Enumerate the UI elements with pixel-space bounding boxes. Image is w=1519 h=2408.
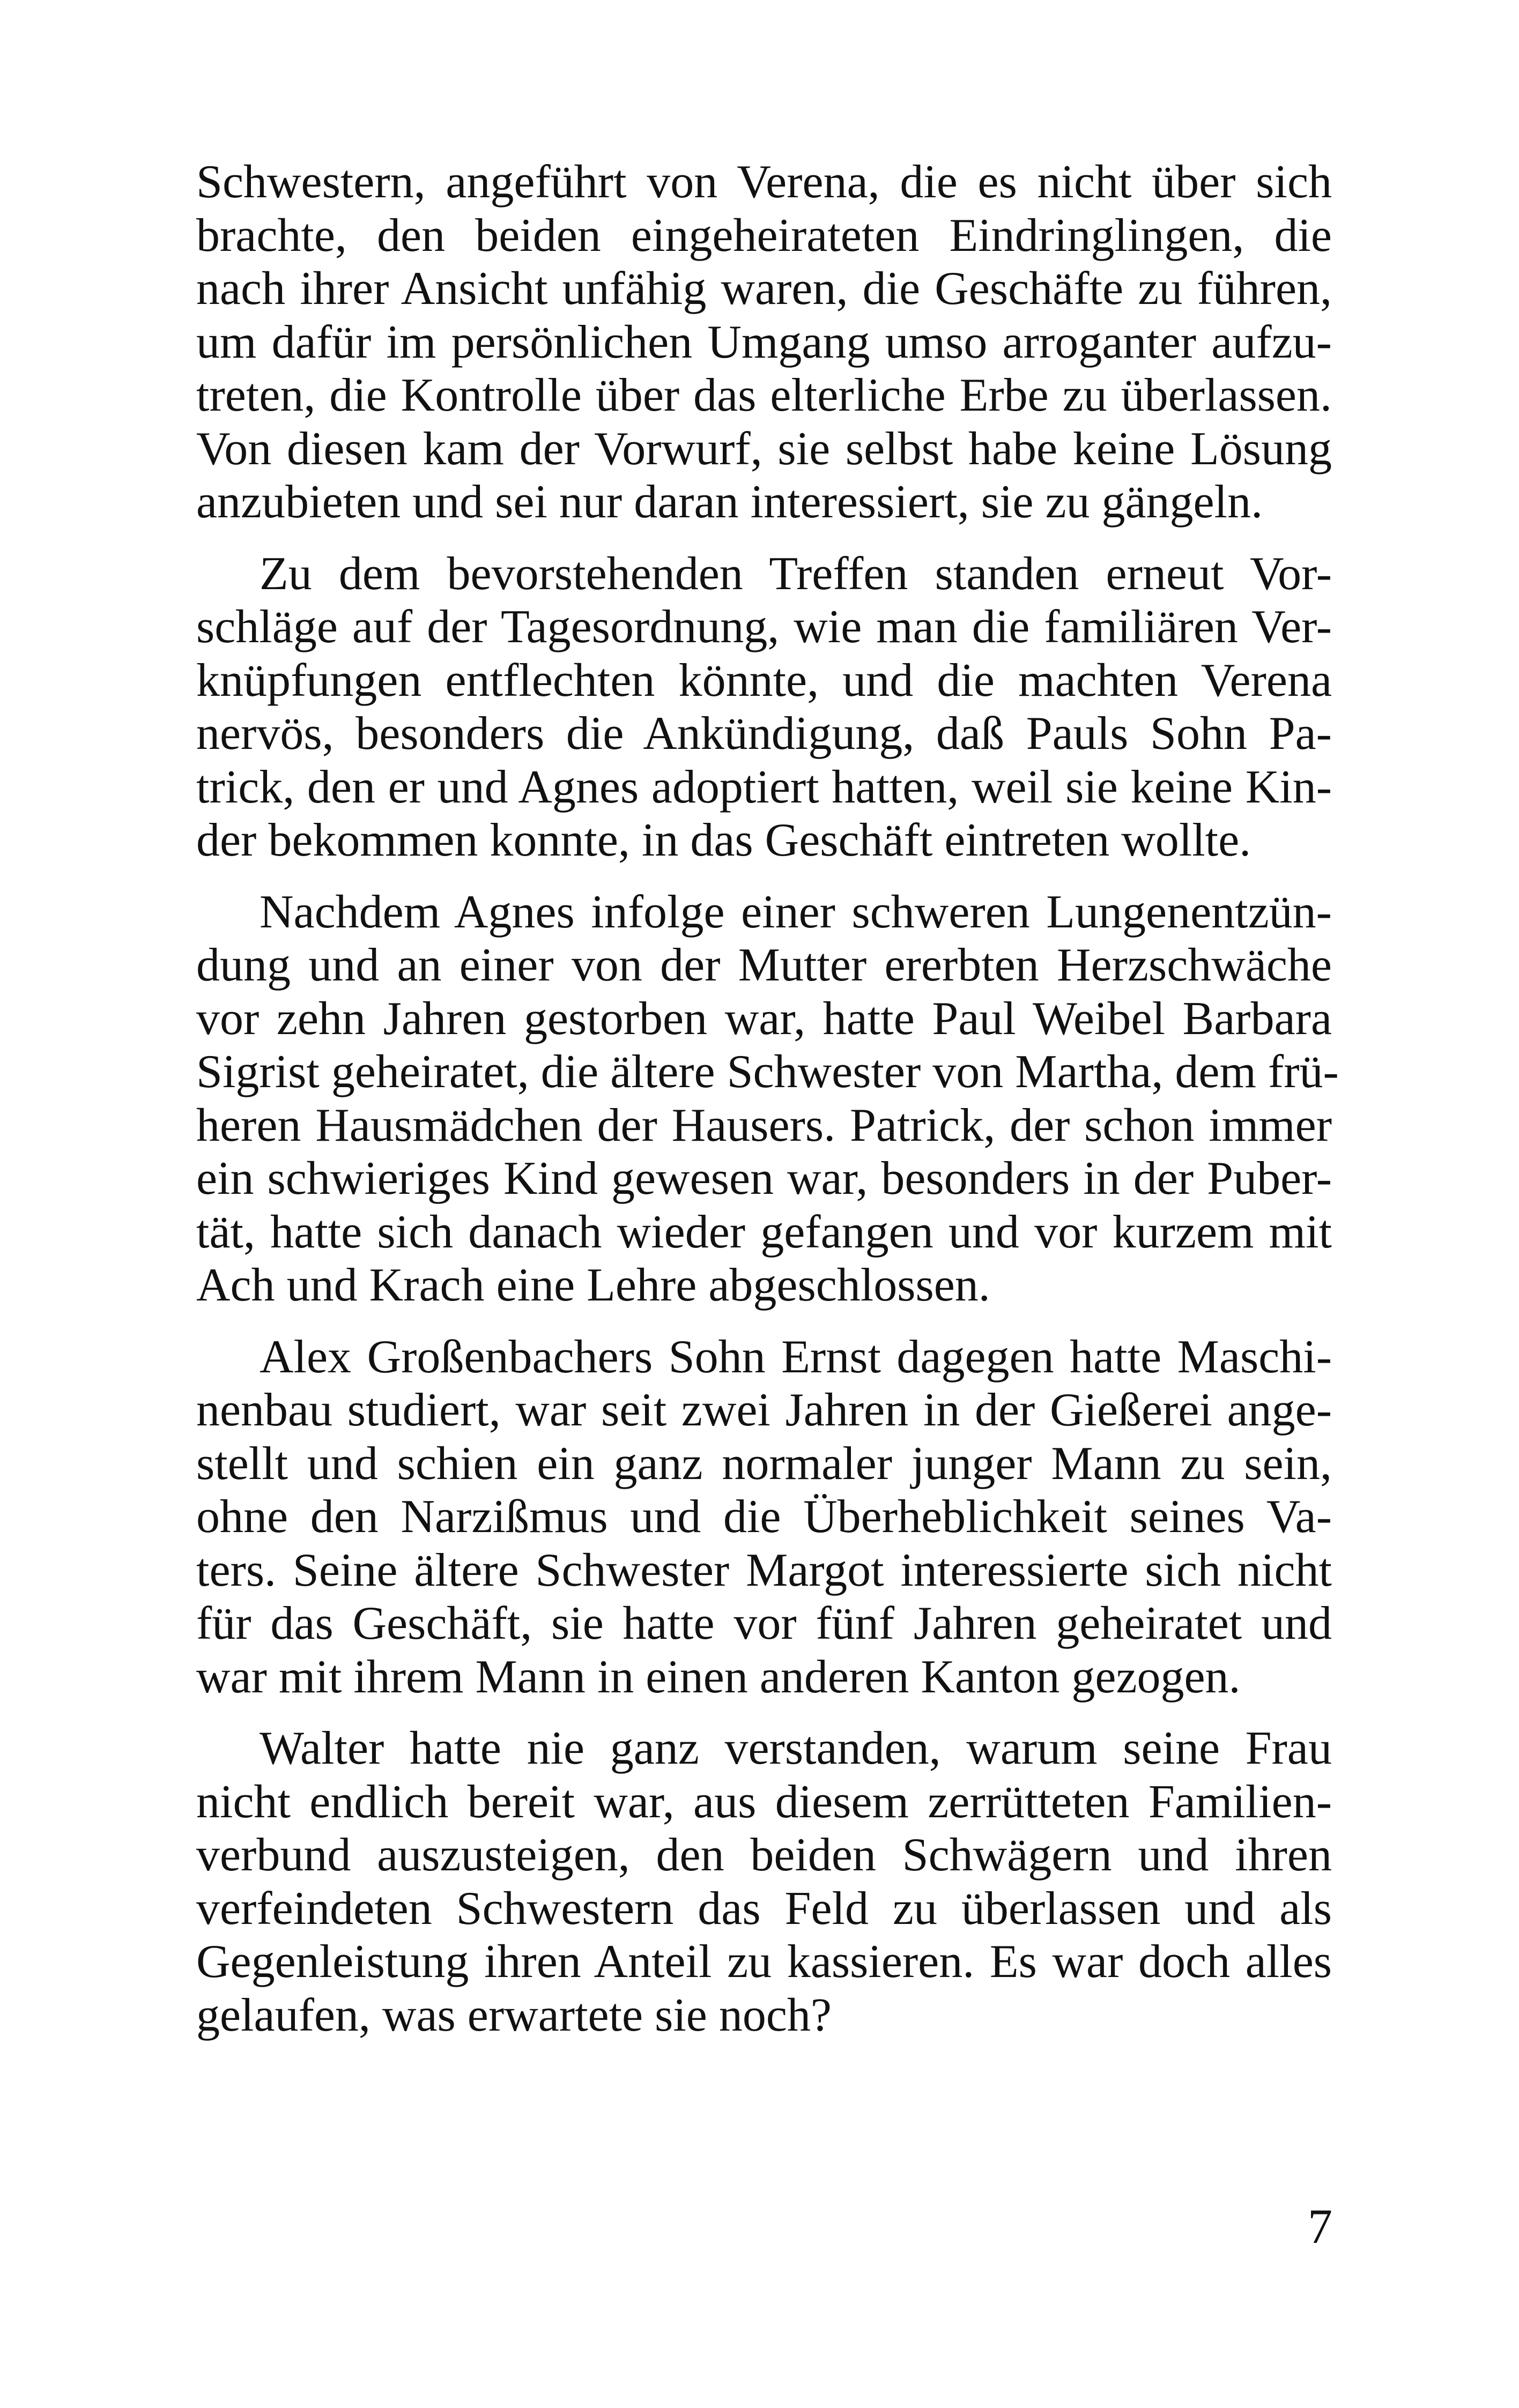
text-line: tät, hatte sich danach wieder gefangen und vor kurzem mit: [196, 1206, 1332, 1258]
text-line: anzubieten und sei nur daran interessiert, sie zu gängeln.: [196, 476, 1263, 528]
text-line: Von diesen kam der Vorwurf, sie selbst habe keine Lösung: [196, 422, 1332, 475]
text-line: für das Geschäft, sie hatte vor fünf Jahren geheiratet und: [196, 1597, 1332, 1649]
text-line: Schwestern, angeführt von Verena, die es nicht über sich: [196, 156, 1332, 208]
text-line: ters. Seine ältere Schwester Margot interessierte sich nicht: [196, 1544, 1332, 1596]
text-line: war mit ihrem Mann in einen anderen Kanton gezogen.: [196, 1651, 1241, 1703]
paragraph-2: [196, 547, 1332, 867]
text-line: verfeindeten Schwestern das Feld zu überlassen und als: [196, 1882, 1332, 1935]
text-line: Sigrist geheiratet, die ältere Schwester von Martha, dem frü-: [196, 1046, 1339, 1098]
text-line: Ach und Krach eine Lehre abgeschlossen.: [196, 1259, 990, 1311]
paragraph-5: [196, 1722, 1332, 2042]
text-line: schläge auf der Tagesordnung, wie man die familiären Ver-: [196, 601, 1332, 653]
text-line: gelaufen, was erwartete sie noch?: [196, 1989, 832, 2041]
text-line: ein schwieriges Kind gewesen war, besonders in der Puber-: [196, 1153, 1332, 1205]
body-text: [196, 155, 1339, 2060]
text-line: vor zehn Jahren gestorben war, hatte Paul Weibel Barbara: [196, 992, 1332, 1045]
text-line: Walter hatte nie ganz verstanden, warum seine Frau: [260, 1722, 1332, 1774]
text-line: nach ihrer Ansicht unfähig waren, die Geschäfte zu führen,: [196, 263, 1332, 315]
text-line: der bekommen konnte, in das Geschäft eintreten wollte.: [196, 814, 1251, 866]
paragraph-1: [196, 155, 1332, 529]
text-line: Alex Großenbachers Sohn Ernst dagegen hatte Maschi-: [260, 1331, 1332, 1383]
text-line: um dafür im persönlichen Umgang umso arroganter aufzu-: [196, 316, 1332, 368]
text-line: nicht endlich bereit war, aus diesem zerrütteten Familien-: [196, 1775, 1332, 1828]
text-line: brachte, den beiden eingeheirateten Eindringlingen, die: [196, 209, 1332, 262]
text-line: Zu dem bevorstehenden Treffen standen erneut Vor-: [260, 547, 1332, 600]
text-line: ohne den Narzißmus und die Überheblichkeit seines Va-: [196, 1491, 1332, 1543]
paragraph-4: [196, 1331, 1332, 1704]
text-line: treten, die Kontrolle über das elterliche Erbe zu überlassen.: [196, 369, 1332, 421]
text-line: Gegenleistung ihren Anteil zu kassieren. Es war doch alles: [196, 1936, 1332, 1988]
text-line: knüpfungen entflechten könnte, und die machten Verena: [196, 654, 1332, 707]
text-line: heren Hausmädchen der Hausers. Patrick, der schon immer: [196, 1099, 1332, 1151]
page-number: 7: [1308, 2199, 1332, 2254]
text-line: dung und an einer von der Mutter ererbten Herzschwäche: [196, 939, 1332, 991]
text-line: verbund auszusteigen, den beiden Schwägern und ihren: [196, 1829, 1332, 1881]
text-line: Nachdem Agnes infolge einer schweren Lungenentzün-: [260, 886, 1332, 938]
text-line: stellt und schien ein ganz normaler junger Mann zu sein,: [196, 1437, 1332, 1490]
text-line: trick, den er und Agnes adoptiert hatten, weil sie keine Kin-: [196, 761, 1332, 813]
text-line: nervös, besonders die Ankündigung, daß Pauls Sohn Pa-: [196, 708, 1332, 760]
text-line: nenbau studiert, war seit zwei Jahren in der Gießerei ange-: [196, 1384, 1332, 1436]
paragraph-3: [196, 886, 1339, 1312]
